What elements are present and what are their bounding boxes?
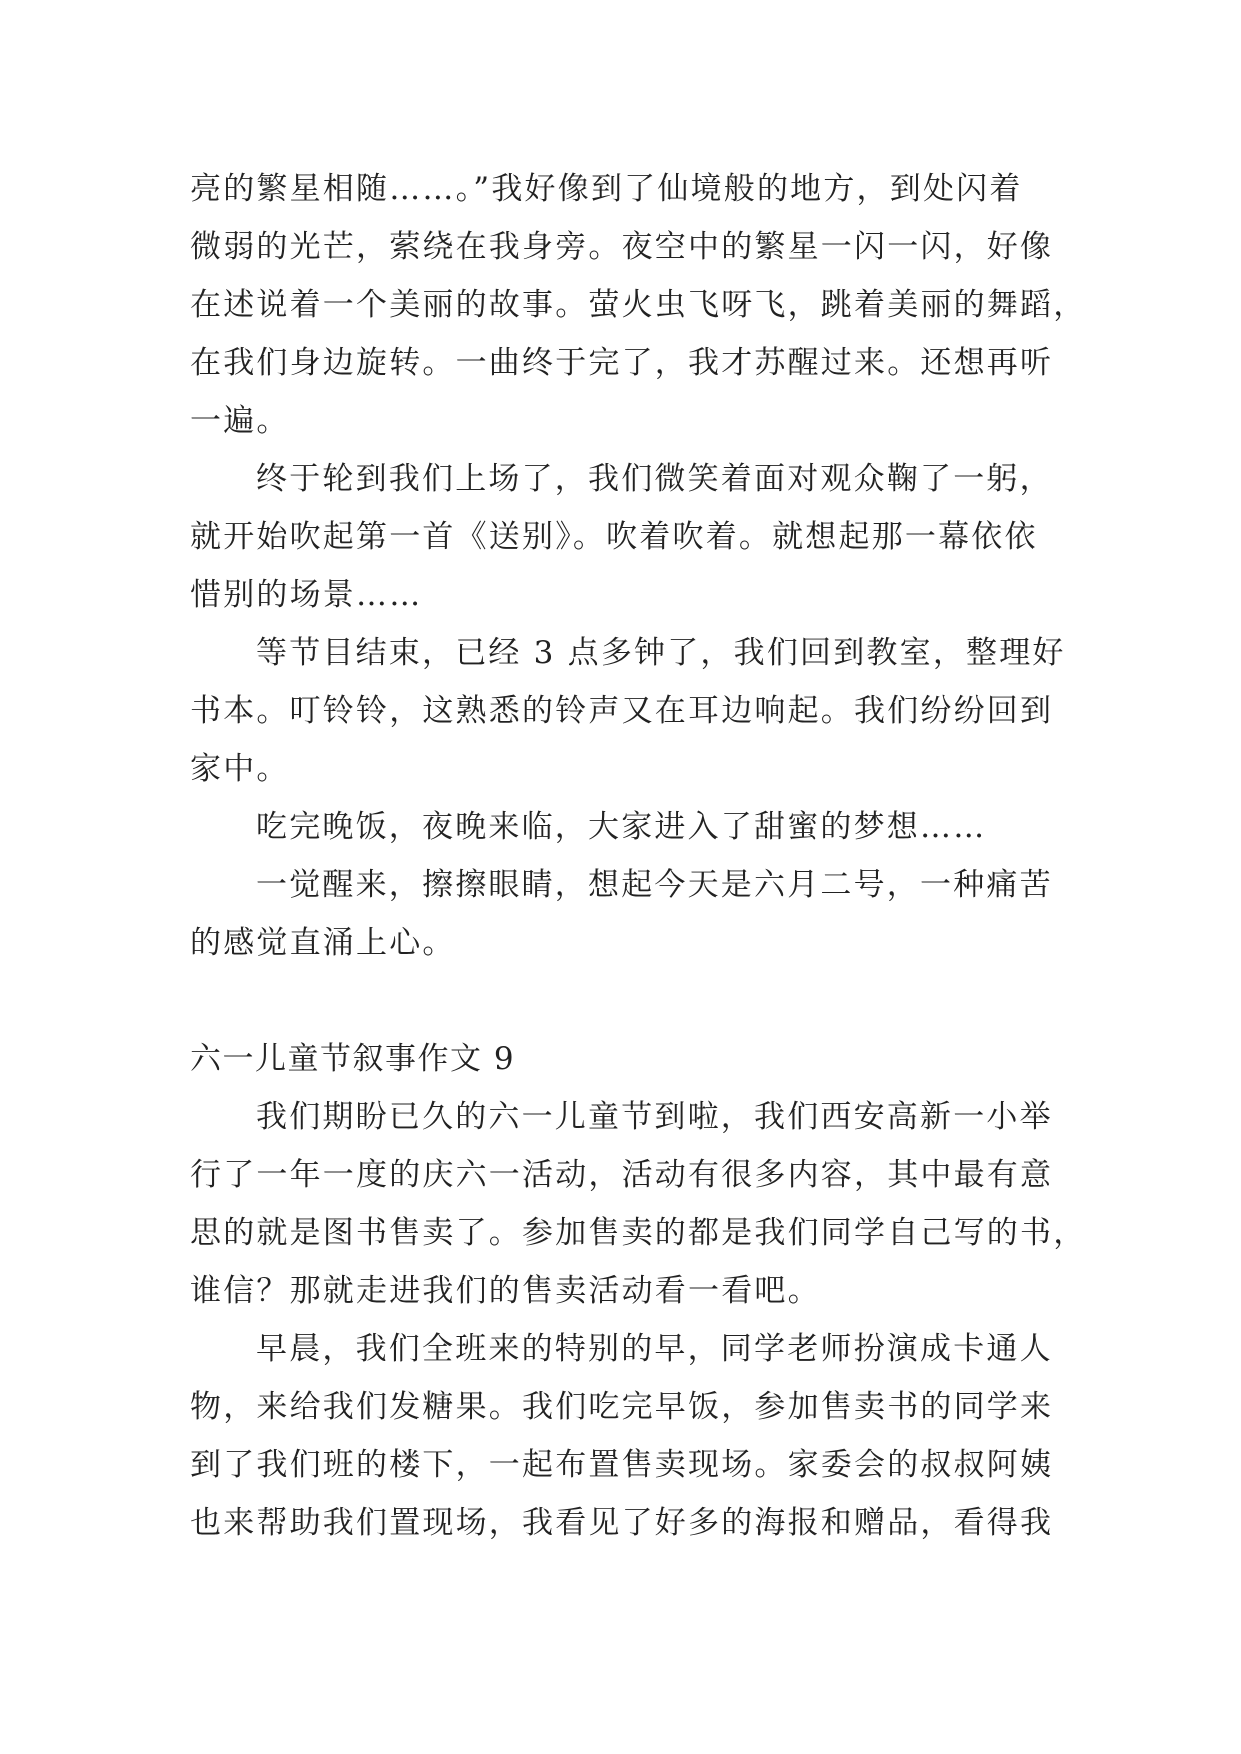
section-title: 六一儿童节叙事作文 9 <box>190 1041 516 1077</box>
text-line: 到了我们班的楼下，一起布置售卖现场。家委会的叔叔阿姨 <box>190 1447 1054 1483</box>
text-line: 早晨，我们全班来的特别的早，同学老师扮演成卡通人 <box>256 1331 1053 1367</box>
text-line: 终于轮到我们上场了，我们微笑着面对观众鞠了一躬， <box>256 461 1053 497</box>
text-line: 也来帮助我们置现场，我看见了好多的海报和赠品，看得我 <box>190 1505 1054 1541</box>
text-line: 的感觉直涌上心。 <box>190 925 456 961</box>
text-line: 吃完晚饭，夜晚来临，大家进入了甜蜜的梦想…… <box>256 809 987 845</box>
text-line: 家中。 <box>190 751 290 787</box>
text-line: 一觉醒来，擦擦眼睛，想起今天是六月二号，一种痛苦 <box>256 867 1053 903</box>
text-line: 思的就是图书售卖了。参加售卖的都是我们同学自己写的书， <box>190 1215 1087 1251</box>
text-line: 等节目结束，已经 3 点多钟了，我们回到教室，整理好 <box>256 635 1066 671</box>
paragraph-continued <box>190 160 1087 450</box>
text-line: 在述说着一个美丽的故事。萤火虫飞呀飞，跳着美丽的舞蹈， <box>190 287 1087 323</box>
paragraph-intro <box>190 1088 1087 1320</box>
paragraph-waking <box>190 856 1052 972</box>
text-line: 亮的繁星相随……。”我好像到了仙境般的地方，到处闪着 <box>190 171 1023 207</box>
paragraph-performance <box>190 450 1052 624</box>
text-line: 在我们身边旋转。一曲终于完了，我才苏醒过来。还想再听 <box>190 345 1054 381</box>
paragraph-evening <box>190 798 1052 856</box>
text-line: 惜别的场景…… <box>190 577 423 613</box>
text-line: 微弱的光芒，萦绕在我身旁。夜空中的繁星一闪一闪，好像 <box>190 229 1054 265</box>
paragraph-morning <box>190 1320 1052 1552</box>
text-line: 书本。叮铃铃，这熟悉的铃声又在耳边响起。我们纷纷回到 <box>190 693 1054 729</box>
text-line: 行了一年一度的庆六一活动，活动有很多内容，其中最有意 <box>190 1157 1054 1193</box>
section-gap <box>190 972 1052 1030</box>
text-line: 我们期盼已久的六一儿童节到啦，我们西安高新一小举 <box>256 1099 1053 1135</box>
text-line: 就开始吹起第一首《送别》。吹着吹着。就想起那一幕依依 <box>190 519 1038 555</box>
text-line: 一遍。 <box>190 403 290 439</box>
text-line: 物，来给我们发糖果。我们吃完早饭，参加售卖书的同学来 <box>190 1389 1054 1425</box>
paragraph-end-of-show <box>190 624 1066 798</box>
document-body <box>190 160 1087 1552</box>
text-line: 谁信？那就走进我们的售卖活动看一看吧。 <box>190 1273 821 1309</box>
